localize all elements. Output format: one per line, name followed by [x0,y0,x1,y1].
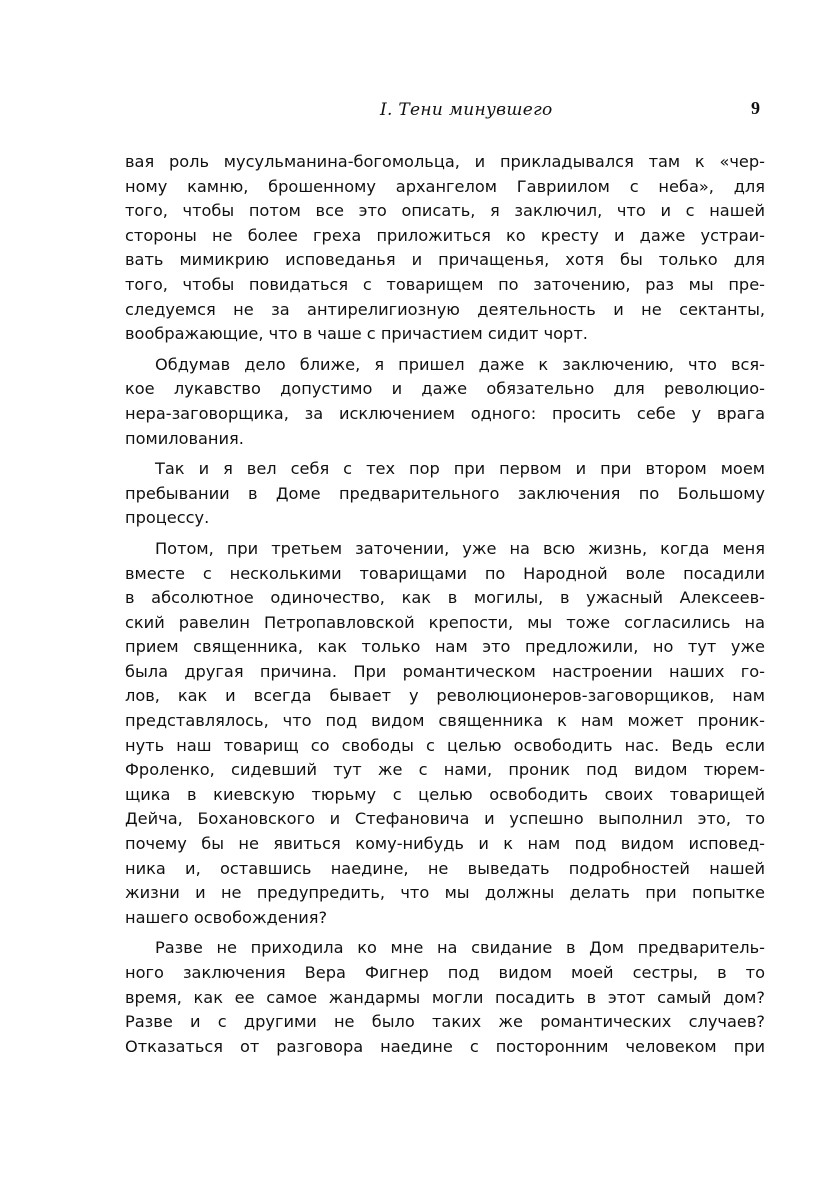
text-line: Разве и с другими не было таких же романтических случаев? [125,1012,765,1032]
text-line: ский равелин Петропавловской крепости, мы тоже согласились на [125,612,765,632]
text-line: Разве не приходила ко мне на свидание в Дом предваритель- [155,938,765,958]
text-line: прием священника, как только нам это предложили, но тут уже [125,637,765,657]
text-line: воображающие, что в чаше с причастием сидит чорт. [125,324,588,344]
text-line: Потом, при третьем заточении, уже на всю жизнь, когда меня [155,538,765,558]
text-line: нашего освобождения? [125,907,328,927]
text-line: Фроленко, сидевший тут же с нами, проник под видом тюрем- [125,760,765,780]
running-title: I. Тени минувшего [380,100,553,120]
text-line: ного заключения Вера Фигнер под видом моей сестры, в то [125,963,765,982]
text-line: помилования. [125,428,244,448]
text-line: Отказаться от разговора наедине с посторонним человеком при [125,1036,765,1056]
paragraph [125,353,765,451]
text-line: была другая причина. При романтическом настроении наших го- [125,661,765,681]
text-line: того, чтобы повидаться с товарищем по заточению, раз мы пре- [125,274,765,294]
text-line: ника и, оставшись наедине, не выведать подробностей нашей [125,858,765,878]
paragraph [125,537,765,931]
text-line: щика в киевскую тюрьму с целью освободить своих товарищей [125,784,765,804]
text-line: того, чтобы потом все это описать, я заключил, что и с нашей [125,201,765,221]
text-line: почему бы не явиться кому-нибудь и к нам под видом исповед- [125,834,765,854]
paragraph [125,150,765,347]
text-line: представлялось, что под видом священника к нам может проник- [125,711,765,731]
text-line: ному камню, брошенному архангелом Гавриилом с неба», для [125,176,765,196]
text-line: жизни и не предупредить, что мы должны делать при попытке [125,883,765,903]
text-line: кое лукавство допустимо и даже обязательно для революцио- [125,379,765,399]
text-line: Обдумав дело ближе, я пришел даже к заключению, что вся- [155,354,765,374]
text-line: Дейча, Бохановского и Стефановича и успешно выполнил это, то [125,809,765,829]
text-line: процессу. [125,508,210,528]
text-line: вместе с несколькими товарищами по Народной воле посадили [125,563,765,583]
text-line: стороны не более греха приложиться ко кресту и даже устраи- [125,225,765,245]
text-line: следуемся не за антирелигиозную деятельность и не сектанты, [125,299,765,319]
running-head [120,96,760,126]
text-line: пребывании в Доме предварительного заключения по Большому [125,483,765,503]
text-line: в абсолютное одиночество, как в могилы, в ужасный Алексеев- [125,588,765,608]
body-text [125,150,765,1065]
page-number: 9 [751,98,760,118]
text-line: нера-заговорщика, за исключением одного: просить себе у врага [125,403,765,423]
text-line: Так и я вел себя с тех пор при первом и при втором моем [155,459,765,479]
text-line: вать мимикрию исповеданья и причащенья, хотя бы только для [125,250,765,270]
paragraph [125,936,765,1059]
text-line: нуть наш товарищ со свободы с целью освободить нас. Ведь если [125,735,765,755]
text-line: время, как ее самое жандармы могли посадить в этот самый дом? [125,987,765,1007]
text-line: лов, как и всегда бывает у революционеров-заговорщиков, нам [125,686,765,706]
paragraph [125,457,765,531]
text-line: вая роль мусульманина-богомольца, и прикладывался там к «чер- [125,152,765,171]
